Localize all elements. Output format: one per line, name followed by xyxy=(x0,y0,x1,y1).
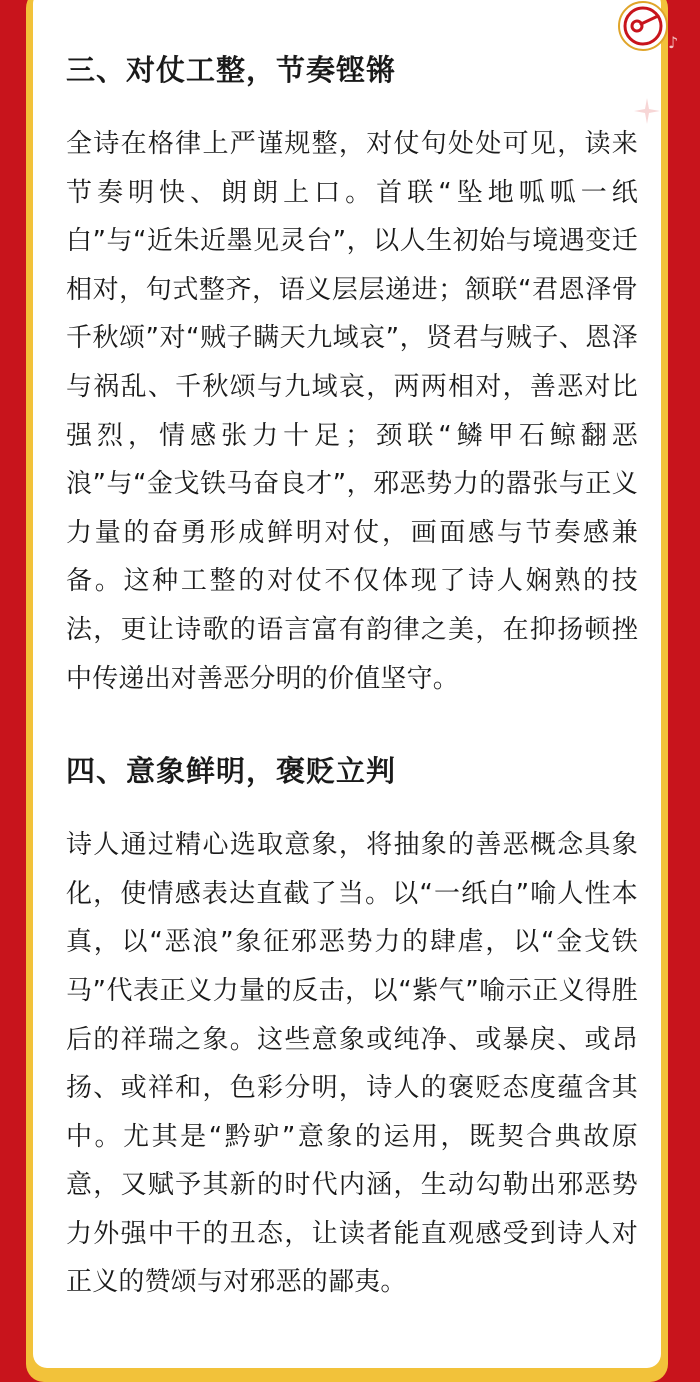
section-heading: 四、意象鲜明，褒贬立判 xyxy=(66,754,397,789)
section-3 xyxy=(66,48,638,703)
section-paragraph: 全诗在格律上严谨规整，对仗句处处可见，读来节奏明快、朗朗上口。首联“坠地呱呱一纸白”与“近朱近墨见灵台”，以人生初始与境遇变迁相对，句式整齐，语义层层递进；颔联“君恩泽骨千秋颂”对“贼子瞒天九域哀”，贤君与贼子、恩泽与祸乱、千秋颂与九域哀，两两相对，善恶对比强烈，情感张力十足；颈联“鳞甲石鲸翻恶浪”与“金戈铁马奋良才”，邪恶势力的嚣张与正义力量的奋勇形成鲜明对仗，画面感与节奏感兼备。这种工整的对仗不仅体现了诗人娴熟的技法，更让诗歌的语言富有韵律之美，在抑扬顿挫中传递出对善恶分明的价值坚守。 xyxy=(66,129,638,694)
section-heading: 三、对仗工整，节奏铿锵 xyxy=(66,53,397,87)
article-content xyxy=(66,48,638,1307)
section-4 xyxy=(66,749,638,1307)
svg-text:♪: ♪ xyxy=(668,33,679,52)
section-paragraph: 诗人通过精心选取意象，将抽象的善恶概念具象化，使情感表达直截了当。以“一纸白”喻人性本真，以“恶浪”象征邪恶势力的肆虐，以“金戈铁马”代表正义力量的反击，以“紫气”喻示正义得胜后的祥瑞之象。这些意象或纯净、或暴戾、或昂扬、或祥和，色彩分明，诗人的褒贬态度蕴含其中。尤其是“黔驴”意象的运用，既契合典故原意，又赋予其新的时代内涵，生动勾勒出邪恶势力外强中干的丑态，让读者能直观感受到诗人对正义的赞颂与对邪恶的鄙夷。 xyxy=(66,830,638,1298)
